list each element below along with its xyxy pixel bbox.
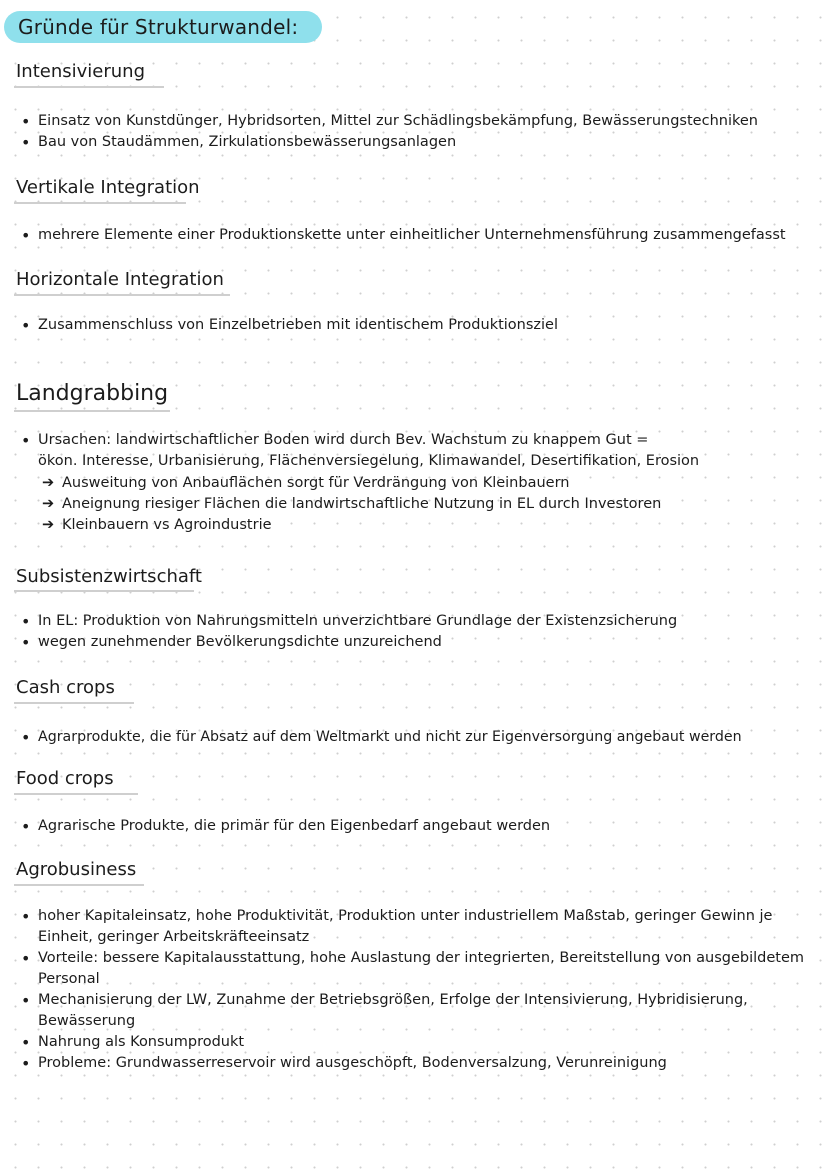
heading-underline <box>14 702 134 704</box>
list-item: • Mechanisierung der LW, Zunahme der Betriebsgrößen, Erfolge der Intensivierung, Hybridisierung, Bewässerung <box>20 990 810 1032</box>
heading-underline <box>14 590 194 592</box>
heading-underline <box>14 410 170 412</box>
arrow-item-text: Kleinbauern vs Agroindustrie <box>62 517 272 533</box>
landgrabbing-line-1: • Ursachen: landwirtschaftlicher Boden wird durch Bev. Wachstum zu knappem Gut = <box>38 432 649 448</box>
list-item: • Einsatz von Kunstdünger, Hybridsorten, Mittel zur Schädlingsbekämpfung, Bewässerungstechniken <box>20 111 758 132</box>
heading-cash-crops: Cash crops <box>16 677 115 698</box>
heading-underline <box>14 884 144 886</box>
list-cash-crops <box>20 727 742 748</box>
arrow-item <box>40 473 661 494</box>
heading-underline <box>14 793 138 795</box>
list-item: • wegen zunehmender Bevölkerungsdichte unzureichend <box>20 632 677 653</box>
list-subsistenzwirtschaft <box>20 611 677 653</box>
arrow-right-icon: ➔ <box>42 496 55 512</box>
list-item: • Vorteile: bessere Kapitalausstattung, hohe Auslastung der integrierten, Bereitstellung von ausgebildetem Personal <box>20 948 810 990</box>
arrow-item <box>40 515 661 536</box>
list-item: • In EL: Produktion von Nahrungsmitteln unverzichtbare Grundlage der Existenzsicherung <box>20 611 677 632</box>
heading-underline <box>14 202 186 204</box>
list-item: • mehrere Elemente einer Produktionskette unter einheitlicher Unternehmensführung zusammengefasst <box>20 225 786 246</box>
list-item: • Nahrung als Konsumprodukt <box>20 1032 810 1053</box>
list-agrobusiness <box>20 906 810 1074</box>
heading-food-crops: Food crops <box>16 768 114 789</box>
list-item <box>20 430 648 451</box>
heading-underline <box>14 86 164 88</box>
arrow-right-icon: ➔ <box>42 517 55 533</box>
list-item: • Probleme: Grundwasserreservoir wird ausgeschöpft, Bodenversalzung, Verunreinigung <box>20 1053 810 1074</box>
list-intensivierung <box>20 111 758 153</box>
list-horizontale-integration <box>20 315 558 336</box>
heading-underline <box>14 294 230 296</box>
heading-agrobusiness: Agrobusiness <box>16 859 137 880</box>
list-item: • Zusammenschluss von Einzelbetrieben mit identischem Produktionsziel <box>20 315 558 336</box>
arrow-item <box>40 494 661 515</box>
heading-landgrabbing: Landgrabbing <box>16 381 169 406</box>
arrow-item-text: Aneignung riesiger Flächen die landwirtschaftliche Nutzung in EL durch Investoren <box>62 496 662 512</box>
page-title: Gründe für Strukturwandel: <box>4 11 322 43</box>
list-item: • Agrarische Produkte, die primär für den Eigenbedarf angebaut werden <box>20 816 550 837</box>
list-vertikale-integration <box>20 225 786 246</box>
heading-horizontale-integration: Horizontale Integration <box>16 269 224 290</box>
heading-vertikale-integration: Vertikale Integration <box>16 177 200 198</box>
heading-intensivierung: Intensivierung <box>16 61 146 82</box>
list-item: • Bau von Staudämmen, Zirkulationsbewässerungsanlagen <box>20 132 758 153</box>
list-item: • Agrarprodukte, die für Absatz auf dem Weltmarkt und nicht zur Eigenversorgung angebaut werden <box>20 727 742 748</box>
list-item: • hoher Kapitaleinsatz, hohe Produktivität, Produktion unter industriellem Maßstab, geringer Gewinn je Einheit, geringer Arbeitskräfteeinsatz <box>20 906 810 948</box>
list-food-crops <box>20 816 550 837</box>
list-landgrabbing <box>20 430 648 451</box>
heading-subsistenzwirtschaft: Subsistenzwirtschaft <box>16 566 202 587</box>
arrow-item-text: Ausweitung von Anbauflächen sorgt für Verdrängung von Kleinbauern <box>62 475 570 491</box>
arrow-right-icon: ➔ <box>42 475 55 491</box>
landgrabbing-arrow-list <box>40 473 661 536</box>
landgrabbing-line-2: ökon. Interesse, Urbanisierung, Flächenversiegelung, Klimawandel, Desertifikation, Erosion <box>38 453 700 469</box>
